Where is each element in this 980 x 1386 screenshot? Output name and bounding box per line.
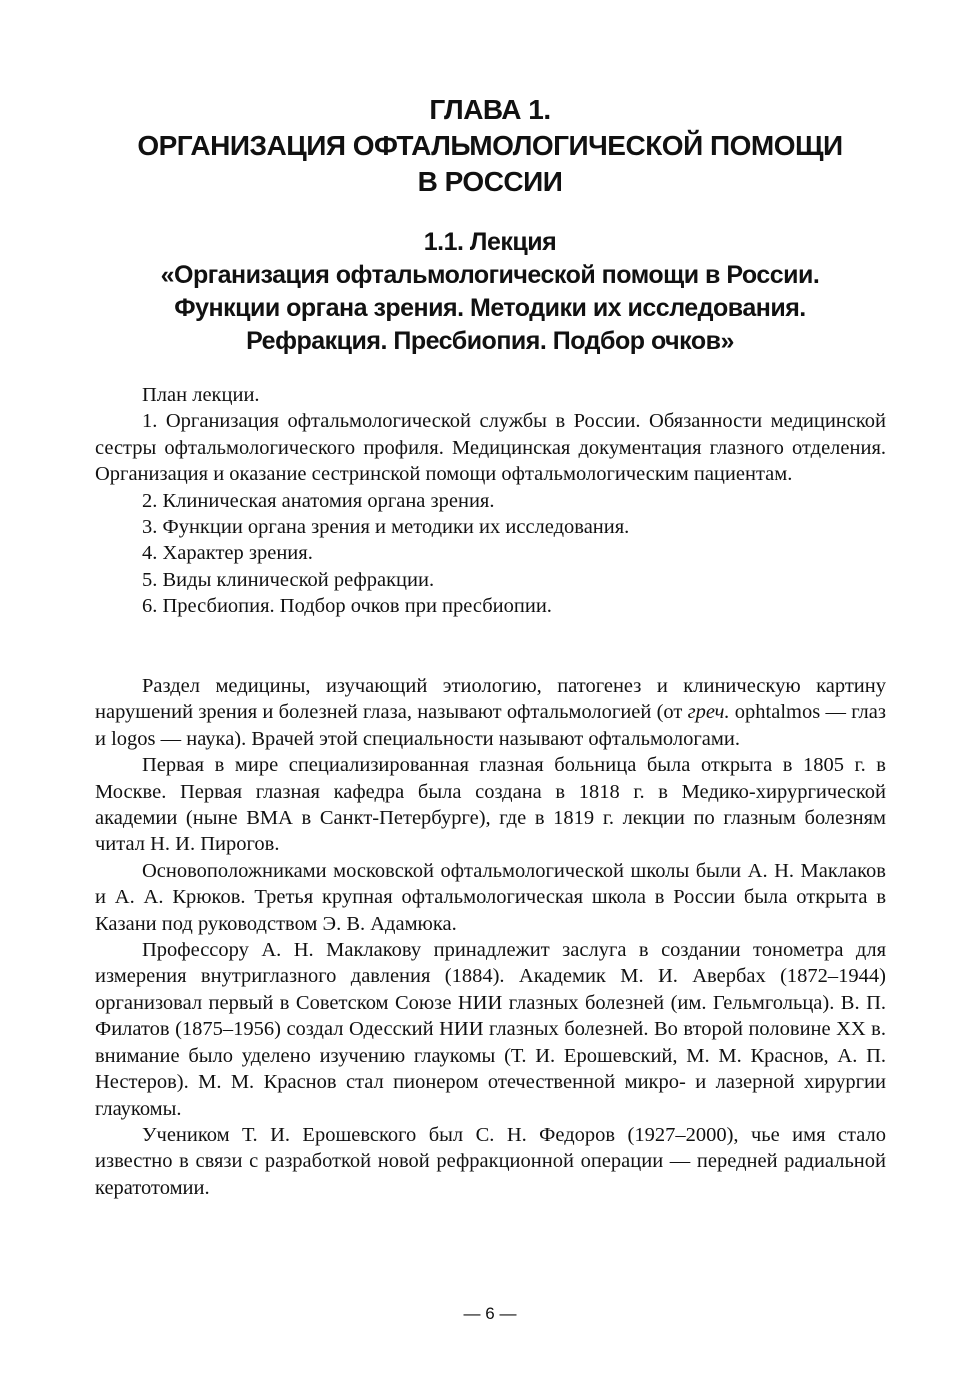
paragraph-maklakov-tonometer: Профессору А. Н. Маклакову принадлежит заслуга в создании тонометра для измерения внутриглазного давления (1884). Академик М. И. Авербах (1872–1944) организовал первый в Советском Союзе НИИ глазных болезней (им. Гельмгольца). В. П. Филатов (1875–1956) создал Одесский НИИ глазных болезней. Во второй половине XX в. внимание было уделено изучению глаукомы (Т. И. Ерошевский, М. М. Краснов, А. П. Нестеров). М. М. Краснов стал пионером отечественной микро- и лазерной хирургии глаукомы. [95,939,886,1120]
chapter-title [0,92,980,200]
lecture-title-line-2: «Организация офтальмологической помощи в России. [160,261,820,289]
main-text [95,673,886,1201]
chapter-title-line-1: ГЛАВА 1. [429,94,551,125]
lecture-plan [95,382,886,620]
italic-abbreviation: греч. [687,701,730,724]
plan-item: 6. Пресбиопия. Подбор очков при пресбиопии. [142,595,552,618]
paragraph-first-eye-hospital: Первая в мире специализированная глазная больница была открыта в 1805 г. в Москве. Первая глазная кафедра была создана в 1818 г. в Медико-хирургической академии (ныне ВМА в Санкт-Петербурге), где в 1819 г. лекции по глазным болезням читал Н. И. Пирогов. [95,754,886,856]
page-number: — 6 — [463,1304,517,1323]
chapter-title-line-2: ОРГАНИЗАЦИЯ ОФТАЛЬМОЛОГИЧЕСКОЙ ПОМОЩИ [137,130,843,161]
paragraph-ophthalmology-definition: Раздел медицины, изучающий этиологию, патогенез и клиническую картину нарушений зрения и болезней глаза, называют офтальмологией (от греч. ophtalmos — глаз и logos — наука). Врачей этой специальности называют офтальмологами. [95,675,886,750]
paragraph-fedorov: Учеником Т. И. Ерошевского был С. Н. Федоров (1927–2000), чье имя стало известно в связи с разработкой новой рефракционной операции — передней радиальной кератотомии. [95,1123,886,1199]
chapter-title-line-3: В РОССИИ [417,166,563,197]
lecture-title-line-3: Функции органа зрения. Методики их исследования. [174,294,806,322]
plan-item: 2. Клиническая анатомия органа зрения. [142,489,495,512]
lecture-title-line-4: Рефракция. Пресбиопия. Подбор очков» [246,327,734,355]
paragraph-moscow-school: Основоположниками московской офтальмологической школы были А. Н. Маклаков и А. А. Крюков. Третья крупная офтальмологическая школа в России была открыта в Казани под руководством Э. В. Адамюка. [95,859,886,935]
plan-item: 1. Организация офтальмологической службы в России. Обязанности медицинской сестры офтальмологического профиля. Медицинская документация глазного отделения. Организация и оказание сестринской помощи офтальмологическим пациентам. [95,410,886,486]
plan-label: План лекции. [142,384,260,406]
lecture-title [0,226,980,358]
plan-item: 3. Функции органа зрения и методики их исследования. [142,516,630,539]
plan-item: 4. Характер зрения. [142,542,313,565]
plan-item: 5. Виды клинической рефракции. [142,568,435,591]
lecture-title-line-1: 1.1. Лекция [423,228,557,256]
